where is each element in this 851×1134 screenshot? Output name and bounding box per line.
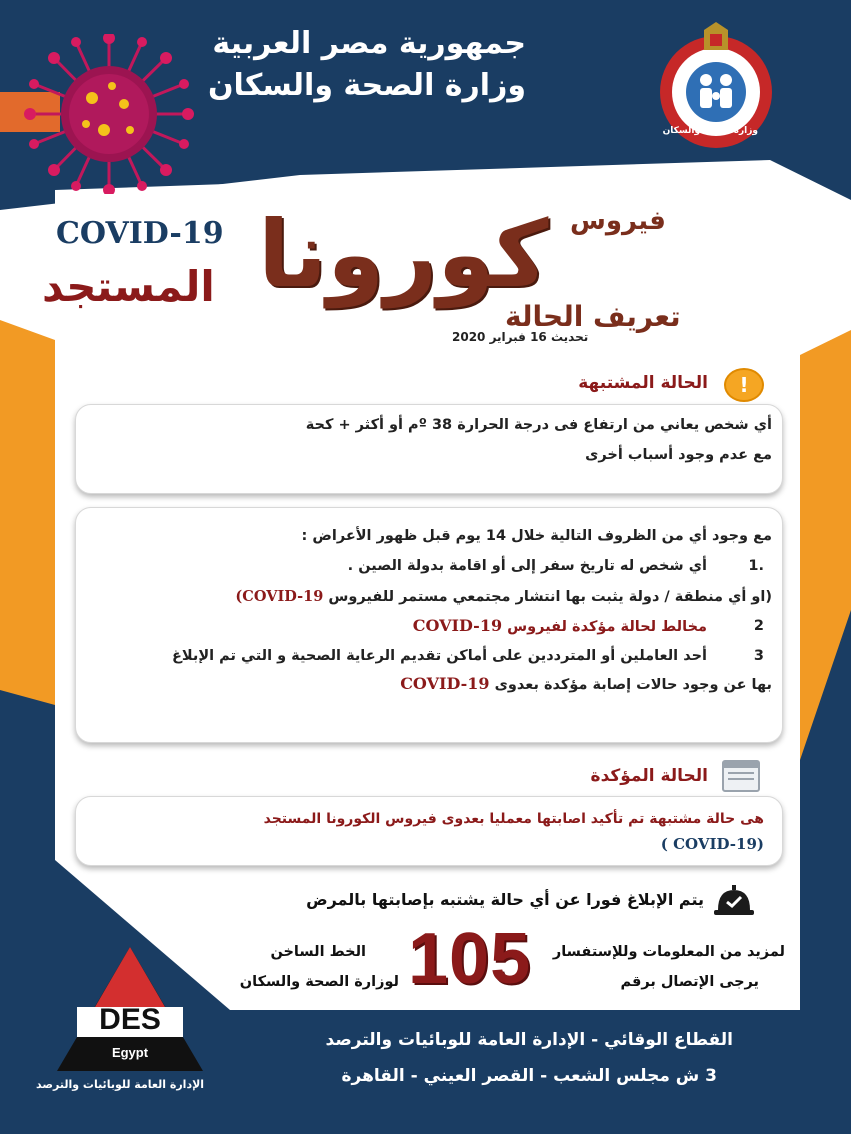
condition-1-extra-text: (او أي منطقة / دولة يثبت بها انتشار مجتمعي مستمر للفيروس <box>328 589 772 605</box>
des-caption: الإدارة العامة للوبائيات والترصد <box>36 1078 205 1091</box>
condition-1-text: أي شخص له تاريخ سفر إلى أو اقامة بدولة الصين . <box>347 558 707 574</box>
report-text: يتم الإبلاغ فورا عن أي حالة يشتبه بإصابتها بالمرض <box>306 890 704 909</box>
conditions-intro: مع وجود أي من الظروف التالية خلال 14 يوم قبل ظهور الأعراض : <box>301 528 772 544</box>
browser-window-icon <box>722 760 760 792</box>
conditions-card <box>75 507 783 743</box>
hotline-call: يرجى الإتصال برقم <box>620 974 759 990</box>
title-case-definition: تعريف الحالة <box>505 300 681 333</box>
footer-line-2: 3 ش مجلس الشعب - القصر العيني - القاهرة <box>341 1066 717 1086</box>
alarm-bell-icon <box>712 884 756 916</box>
condition-1-extra <box>235 588 772 605</box>
footer-line-1: القطاع الوقائي - الإدارة العامة للوبائيات والترصد <box>325 1030 733 1050</box>
condition-2-number: 2 <box>753 618 764 634</box>
alarm-bell-icon-svg <box>712 884 756 916</box>
confirmed-case-title: الحالة المؤكدة <box>590 766 708 786</box>
condition-3-number: 3 <box>753 648 764 664</box>
condition-2-text: مخالط لحالة مؤكدة لفيروس <box>507 619 707 635</box>
title-covid: COVID-19 <box>56 216 224 251</box>
header-ministry: وزارة الصحة والسكان <box>207 68 526 103</box>
confirmed-line-1: هى حالة مشتبهة تم تأكيد اصابتها معمليا بعدوى فيروس الكورونا المستجد <box>263 811 764 827</box>
condition-1-number: .1 <box>748 558 764 574</box>
ministry-logo <box>656 20 776 150</box>
confirmed-line-2: ( COVID-19) <box>660 835 764 853</box>
title-update-date: تحديث 16 فبراير 2020 <box>452 330 589 344</box>
condition-2 <box>413 616 707 635</box>
title-new: المستجد <box>42 262 215 311</box>
hotline-ministry: لوزارة الصحة والسكان <box>239 974 399 990</box>
condition-3-extra <box>400 674 772 693</box>
title-corona: كورونا <box>258 201 549 308</box>
condition-3-text: أحد العاملين أو المترددين على أماكن تقديم الرعاية الصحية و التي تم الإبلاغ <box>172 648 707 664</box>
title-virus: فيروس <box>570 206 666 236</box>
des-text: DES <box>99 1003 161 1036</box>
condition-3-extra-text: بها عن وجود حالات إصابة مؤكدة بعدوى <box>494 677 772 693</box>
suspected-line-1: أي شخص يعاني من ارتفاع فى درجة الحرارة 38 ºم أو أكثر + كحة <box>305 417 772 433</box>
condition-3-covid: COVID-19 <box>400 674 490 693</box>
des-egypt-text: Egypt <box>111 1045 149 1060</box>
suspected-case-title: الحالة المشتبهة <box>578 373 708 393</box>
hotline-number: 105 <box>408 919 532 999</box>
des-logo <box>55 945 205 1075</box>
condition-2-covid: COVID-19 <box>412 616 503 635</box>
hotline-label: الخط الساخن <box>270 944 366 960</box>
logo-arabic-text: وزارة الصحة والسكان <box>662 126 758 136</box>
suspected-line-2: مع عدم وجود أسباب أخرى <box>585 447 772 463</box>
confirmed-case-card <box>75 796 783 866</box>
virus-illustration <box>20 34 198 194</box>
condition-1-covid: COVID-19) <box>235 588 324 605</box>
warning-icon: ! <box>724 368 764 402</box>
hotline-more-info: لمزيد من المعلومات وللإستفسار <box>552 944 785 960</box>
header-country: جمهورية مصر العربية <box>212 26 526 61</box>
suspected-case-card <box>75 404 783 494</box>
